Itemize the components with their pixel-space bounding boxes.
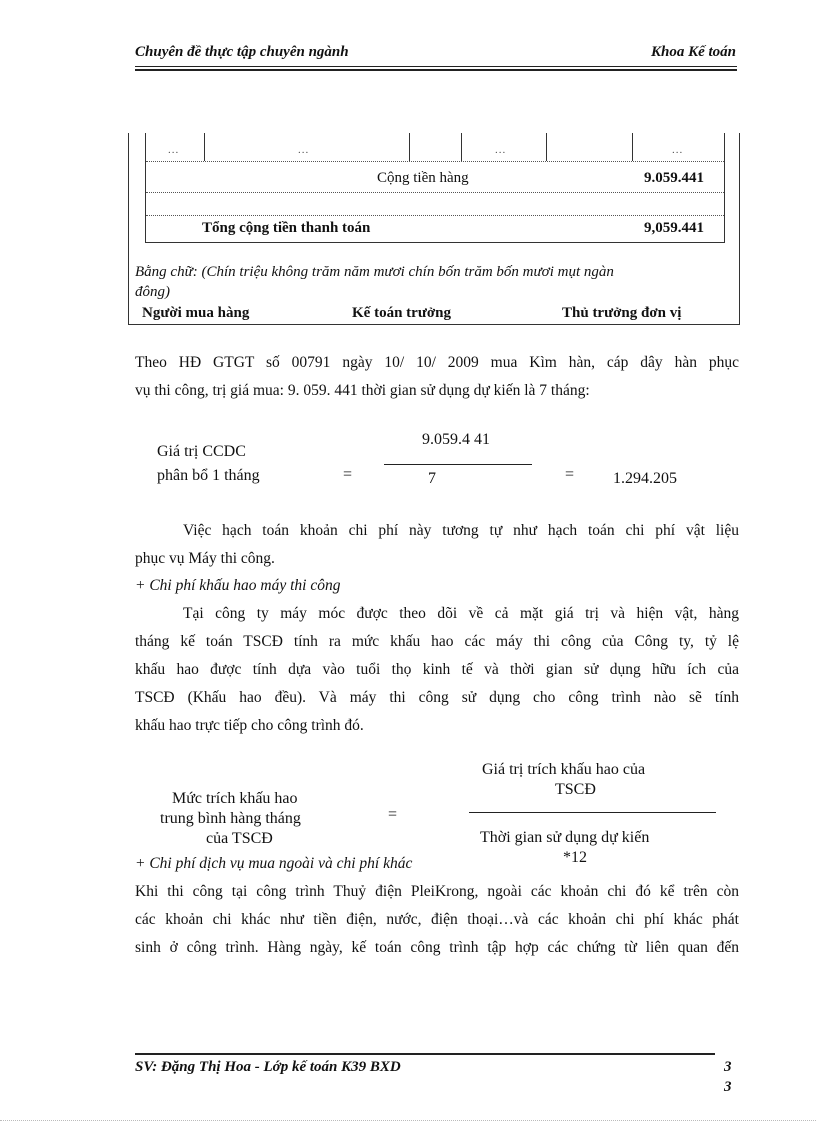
- para3-line-3: sinh ở công trình. Hàng ngày, kế toán công trình tập hợp các chứng từ liên quan đến: [135, 939, 739, 956]
- formula1-result: 1.294.205: [613, 470, 677, 487]
- formula2-label: Mức trích khấu hao: [172, 790, 298, 807]
- footer-page-number-2: 3: [724, 1079, 732, 1095]
- formula2-fraction-bar: [469, 812, 716, 813]
- formula1-equals-2: =: [565, 466, 575, 483]
- table-row-divider: [146, 215, 724, 216]
- formula1-label: Giá trị CCDC: [157, 443, 246, 460]
- formula1-denominator: 7: [428, 470, 436, 487]
- subtotal-value: 9.059.441: [644, 170, 704, 186]
- subtotal-label: Cộng tiền hàng: [377, 170, 469, 186]
- signature-head-of-unit: Thủ trưởng đơn vị: [562, 305, 682, 321]
- formula2-numerator: Giá trị trích khấu hao của: [482, 761, 646, 778]
- footer-left: SV: Đặng Thị Hoa - Lớp kế toán K39 BXD: [135, 1059, 401, 1075]
- formula2-equals: =: [388, 806, 398, 823]
- footer-page-number: 3: [724, 1059, 732, 1075]
- formula2-denominator-cont: *12: [563, 849, 587, 866]
- intro-line-2: vụ thi công, trị giá mua: 9. 059. 441 thời gian sử dụng dự kiến là 7 tháng:: [135, 382, 590, 399]
- formula1-numerator: 9.059.4 41: [422, 431, 490, 448]
- table-col-divider: [632, 133, 633, 161]
- table-cell-ellipsis: ...: [168, 144, 180, 156]
- formula1-equals: =: [343, 466, 353, 483]
- table-cell-ellipsis: ...: [495, 144, 507, 156]
- formula1-fraction-bar: [384, 464, 532, 465]
- table-col-divider: [546, 133, 547, 161]
- para3-line-1: Khi thi công tại công trình Thuỷ điện PleiKrong, ngoài các khoản chi đó kể trên còn: [135, 883, 739, 900]
- heading-depreciation: + Chi phí khấu hao máy thi công: [135, 577, 341, 594]
- para2-line-5: khấu hao trực tiếp cho công trình đó.: [135, 717, 364, 734]
- header-right: Khoa Kế toán: [650, 44, 736, 60]
- signature-buyer: Người mua hàng: [142, 305, 250, 321]
- formula2-label-cont: trung bình hàng tháng: [160, 810, 301, 827]
- para3-line-2: các khoản chi khác như tiền điện, nước, điện thoại…và các khoản chi phí khác phát: [135, 911, 739, 928]
- formula2-denominator: Thời gian sử dụng dự kiến: [480, 829, 650, 846]
- amount-in-words-cont: đông): [135, 284, 170, 300]
- para2-line-1: Tại công ty máy móc được theo dõi về cả mặt giá trị và hiện vật, hàng: [183, 605, 739, 622]
- amount-in-words: Bằng chữ: (Chín triệu không trăm năm mươi chín bốn trăm bốn mươi mụt ngàn: [135, 264, 614, 280]
- header-left: Chuyên đề thực tập chuyên ngành: [135, 44, 349, 60]
- table-col-divider: [204, 133, 205, 161]
- table-row-divider: [146, 161, 724, 162]
- para2-line-4: TSCĐ (Khấu hao đều). Và máy thi công sử dụng cho công trình nào sẽ tính: [135, 689, 739, 706]
- header-rule-thick: [135, 69, 737, 71]
- formula1-label-cont: phân bổ 1 tháng: [157, 467, 260, 484]
- page-edge: [0, 1120, 816, 1121]
- table-cell-ellipsis: ...: [298, 144, 310, 156]
- formula2-numerator-cont: TSCĐ: [555, 781, 596, 798]
- total-value: 9,059.441: [644, 220, 704, 236]
- intro-line-1: Theo HĐ GTGT số 00791 ngày 10/ 10/ 2009 mua Kìm hàn, cáp dây hàn phục: [135, 354, 739, 371]
- para1-line-1: Việc hạch toán khoản chi phí này tương tự như hạch toán chi phí vật liệu: [183, 522, 739, 539]
- heading-services: + Chi phí dịch vụ mua ngoài và chi phí khác: [135, 855, 413, 872]
- table-col-divider: [461, 133, 462, 161]
- table-col-divider: [409, 133, 410, 161]
- header-rule: [135, 66, 737, 67]
- footer-rule: [135, 1053, 715, 1055]
- table-cell-ellipsis: ...: [672, 144, 684, 156]
- formula2-label-cont-2: của TSCĐ: [206, 830, 273, 847]
- signature-chief-accountant: Kế toán trưởng: [352, 305, 451, 321]
- total-label: Tổng cộng tiền thanh toán: [202, 220, 371, 236]
- para2-line-2: tháng kế toán TSCĐ tính ra mức khấu hao các máy thi công của Công ty, tỷ lệ: [135, 633, 739, 650]
- para2-line-3: khấu hao được tính dựa vào tuổi thọ kinh tế và thời gian sử dụng hữu ích của: [135, 661, 739, 678]
- para1-line-2: phục vụ Máy thi công.: [135, 550, 275, 567]
- table-row-divider: [146, 192, 724, 193]
